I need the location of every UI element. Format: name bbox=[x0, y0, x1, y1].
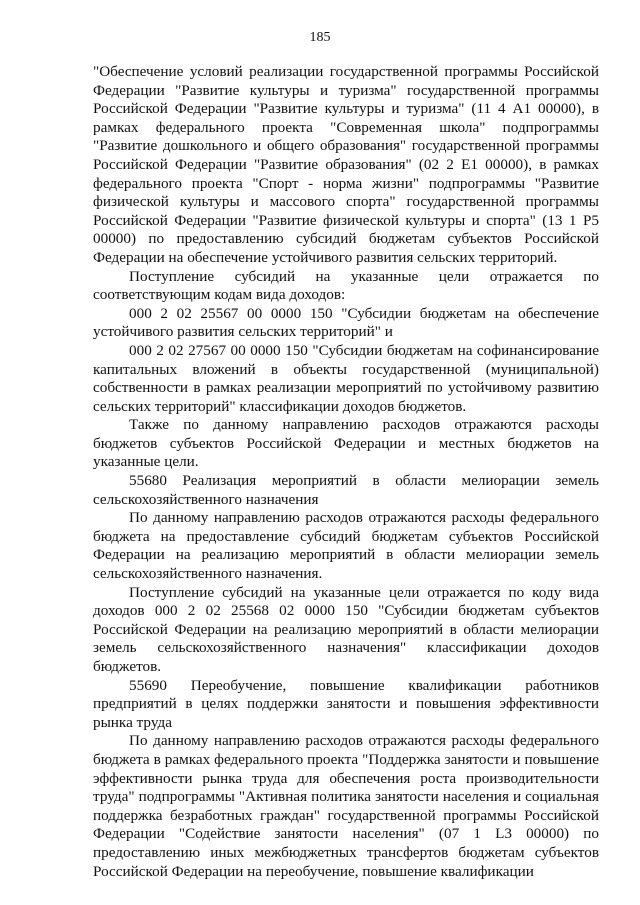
paragraph-8: Поступление субсидий на указанные цели отражается по коду вида доходов 000 2 02 25568 02 0000 150 "Субсидии бюджетам субъектов Российской Федерации на реализацию мероприятий в области мелиорации земель сельскохозяйственного назначения" классификации доходов бюджетов. bbox=[93, 583, 599, 675]
paragraph-3: 000 2 02 25567 00 0000 150 "Субсидии бюджетам на обеспечение устойчивого развития сельских территорий" и bbox=[93, 304, 599, 341]
paragraph-7: По данному направлению расходов отражаются расходы федерального бюджета на предоставление субсидий бюджетам субъектов Российской Федерации на реализацию мероприятий в области мелиорации земель сельскохозяйственного назначения. bbox=[93, 509, 599, 583]
document-body bbox=[93, 63, 599, 881]
section-heading-55680: 55680 Реализация мероприятий в области мелиорации земель сельскохозяйственного назначения bbox=[93, 472, 599, 508]
paragraph-5: Также по данному направлению расходов отражаются расходы бюджетов субъектов Российской Федерации и местных бюджетов на указанные цели. bbox=[93, 416, 599, 471]
paragraph-10: По данному направлению расходов отражаются расходы федерального бюджета в рамках федерального проекта "Поддержка занятости и повышение эффективности рынка труда для обеспечения роста производительности труда" подпрограммы "Активная политика занятости населения и социальная поддержка безработных граждан" государственной программы Российской Федерации "Содействие занятости населения" (07 1 L3 00000) по предоставлению иных межбюджетных трансфертов бюджетам субъектов Российской Федерации на переобучение, повышение квалификации bbox=[93, 732, 599, 880]
paragraph-4: 000 2 02 27567 00 0000 150 "Субсидии бюджетам на софинансирование капитальных вложений в объекты государственной (муниципальной) собственности в рамках реализации мероприятий по устойчивому развитию сельских территорий" классификации доходов бюджетов. bbox=[93, 341, 599, 415]
section-heading-55690: 55690 Переобучение, повышение квалификации работников предприятий в целях поддержки занятости и повышения эффективности рынка труда bbox=[93, 676, 599, 731]
paragraph-2: Поступление субсидий на указанные цели отражается по соответствующим кодам вида доходов: bbox=[93, 267, 599, 304]
page-number: 185 bbox=[309, 30, 331, 45]
paragraph-1: "Обеспечение условий реализации государственной программы Российской Федерации "Развитие культуры и туризма" государственной программы Российской Федерации "Развитие культуры и туризма" (11 4 А1 00000), в рамках федерального проекта "Современная школа" подпрограммы "Развитие дошкольного и общего образования" государственной программы Российской Федерации "Развитие образования" (02 2 Е1 00000), в рамках федерального проекта "Спорт - норма жизни" подпрограммы "Развитие физической культуры и массового спорта" государственной программы Российской Федерации "Развитие физической культуры и спорта" (13 1 Р5 00000) по предоставлению субсидий бюджетам субъектов Российской Федерации на обеспечение устойчивого развития сельских территорий. bbox=[93, 63, 599, 266]
